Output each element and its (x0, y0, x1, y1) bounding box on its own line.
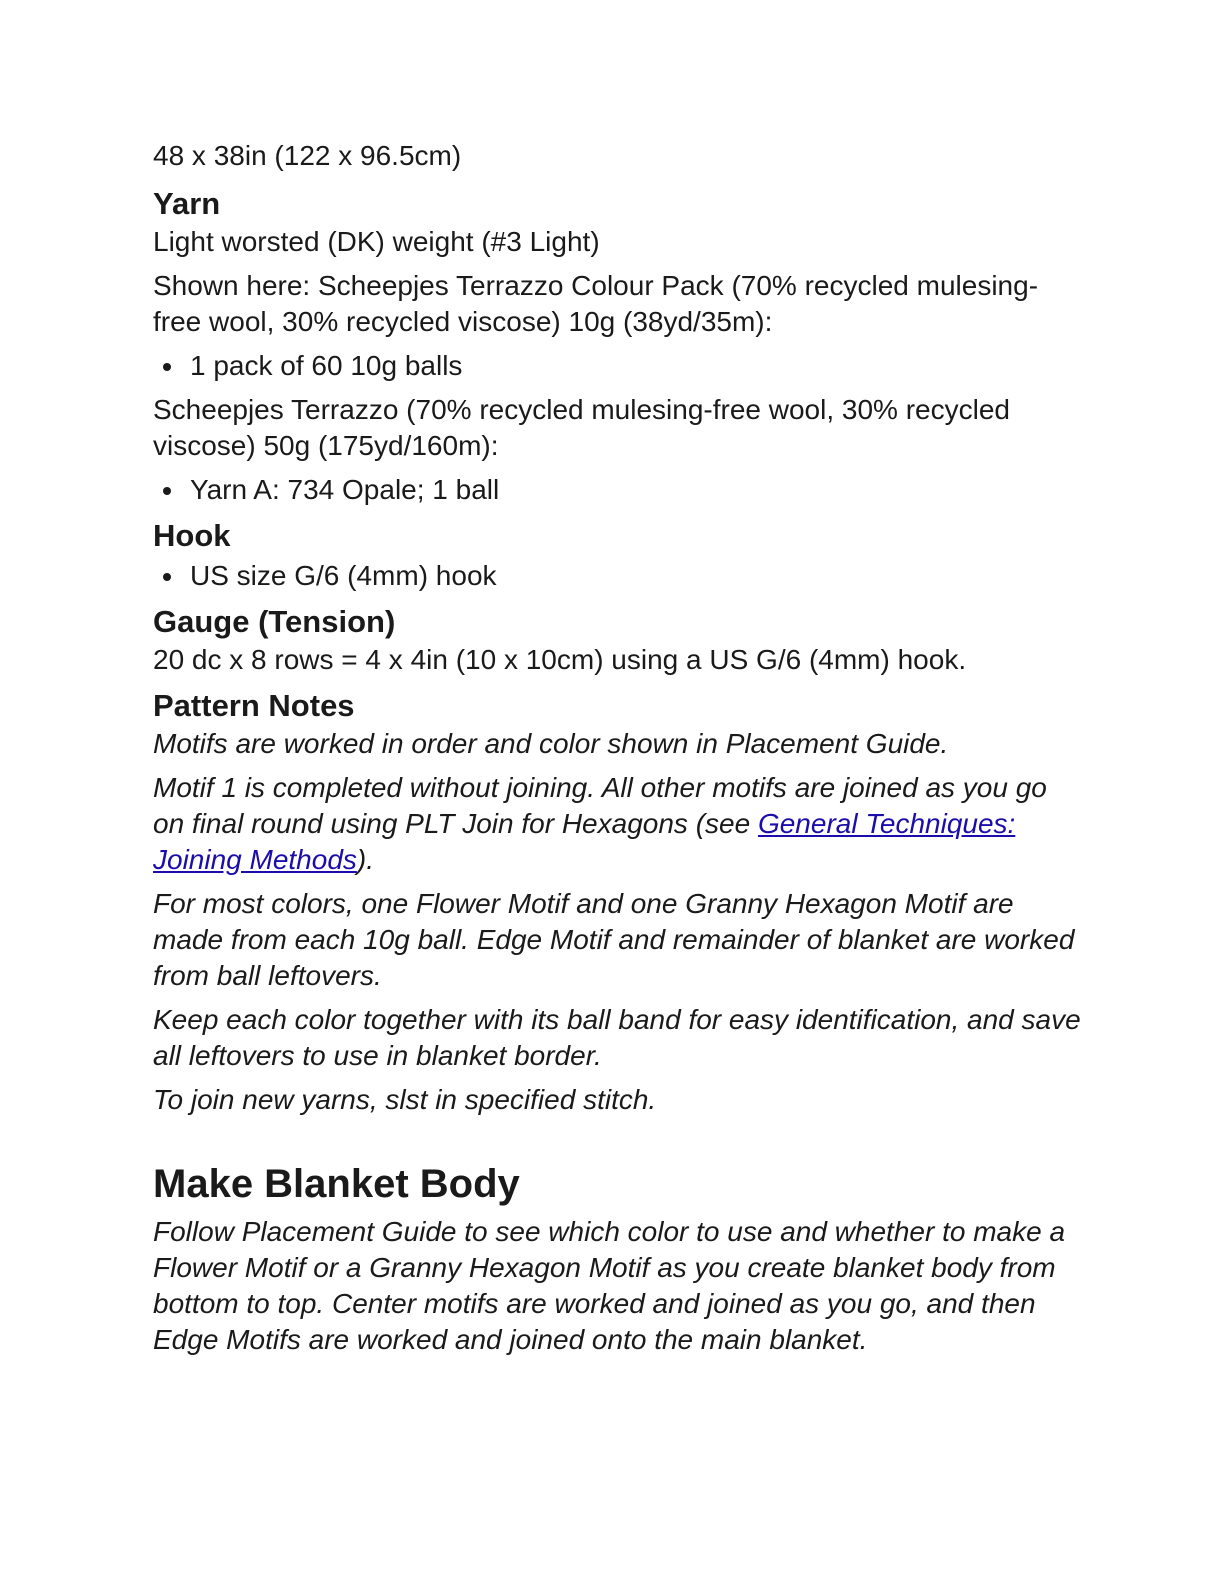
yarn-terrazzo: Scheepjes Terrazzo (70% recycled mulesing-free wool, 30% recycled viscose) 50g (175yd/160m): (153, 394, 1010, 461)
list-item: Yarn A: 734 Opale; 1 ball (153, 472, 1083, 508)
pattern-note-5: To join new yarns, slst in specified stitch. (153, 1084, 657, 1115)
finished-size: 48 x 38in (122 x 96.5cm) (153, 140, 462, 171)
yarn-heading: Yarn (153, 186, 221, 221)
gauge-heading: Gauge (Tension) (153, 604, 396, 639)
hook-list (153, 558, 1083, 594)
hook-heading: Hook (153, 518, 231, 553)
pack-list (153, 348, 1083, 384)
pattern-note-2-end: ). (356, 844, 375, 875)
pattern-notes-heading: Pattern Notes (153, 688, 355, 723)
pattern-note-2-text: Motif 1 is completed without joining. All other motifs are joined as you go on final round using PLT Join for Hexagons (see (153, 772, 1047, 839)
pattern-note-4: Keep each color together with its ball band for easy identification, and save all leftovers to use in blanket border. (153, 1004, 1081, 1071)
terrazzo-list (153, 472, 1083, 508)
blanket-body-text: Follow Placement Guide to see which color to use and whether to make a Flower Motif or a Granny Hexagon Motif as you create blanket body from bottom to top. Center motifs are worked and joined as you go, and then Edge Motifs are worked and joined onto the main blanket. (153, 1216, 1066, 1355)
blanket-body-heading: Make Blanket Body (153, 1162, 520, 1206)
list-item: US size G/6 (4mm) hook (153, 558, 1083, 594)
gauge-text: 20 dc x 8 rows = 4 x 4in (10 x 10cm) using a US G/6 (4mm) hook. (153, 644, 967, 675)
pattern-note-1: Motifs are worked in order and color shown in Placement Guide. (153, 728, 949, 759)
list-item: 1 pack of 60 10g balls (153, 348, 1083, 384)
joining-methods-link[interactable]: General Techniques: Joining Methods (153, 808, 1016, 875)
document-page (153, 138, 1083, 1358)
yarn-shown-here: Shown here: Scheepjes Terrazzo Colour Pack (70% recycled mulesing-free wool, 30% recycled viscose) 10g (38yd/35m): (153, 270, 1039, 337)
pattern-note-3: For most colors, one Flower Motif and one Granny Hexagon Motif are made from each 10g ball. Edge Motif and remainder of blanket are worked from ball leftovers. (153, 888, 1075, 991)
yarn-weight: Light worsted (DK) weight (#3 Light) (153, 226, 600, 257)
pattern-note-2 (153, 770, 1083, 878)
